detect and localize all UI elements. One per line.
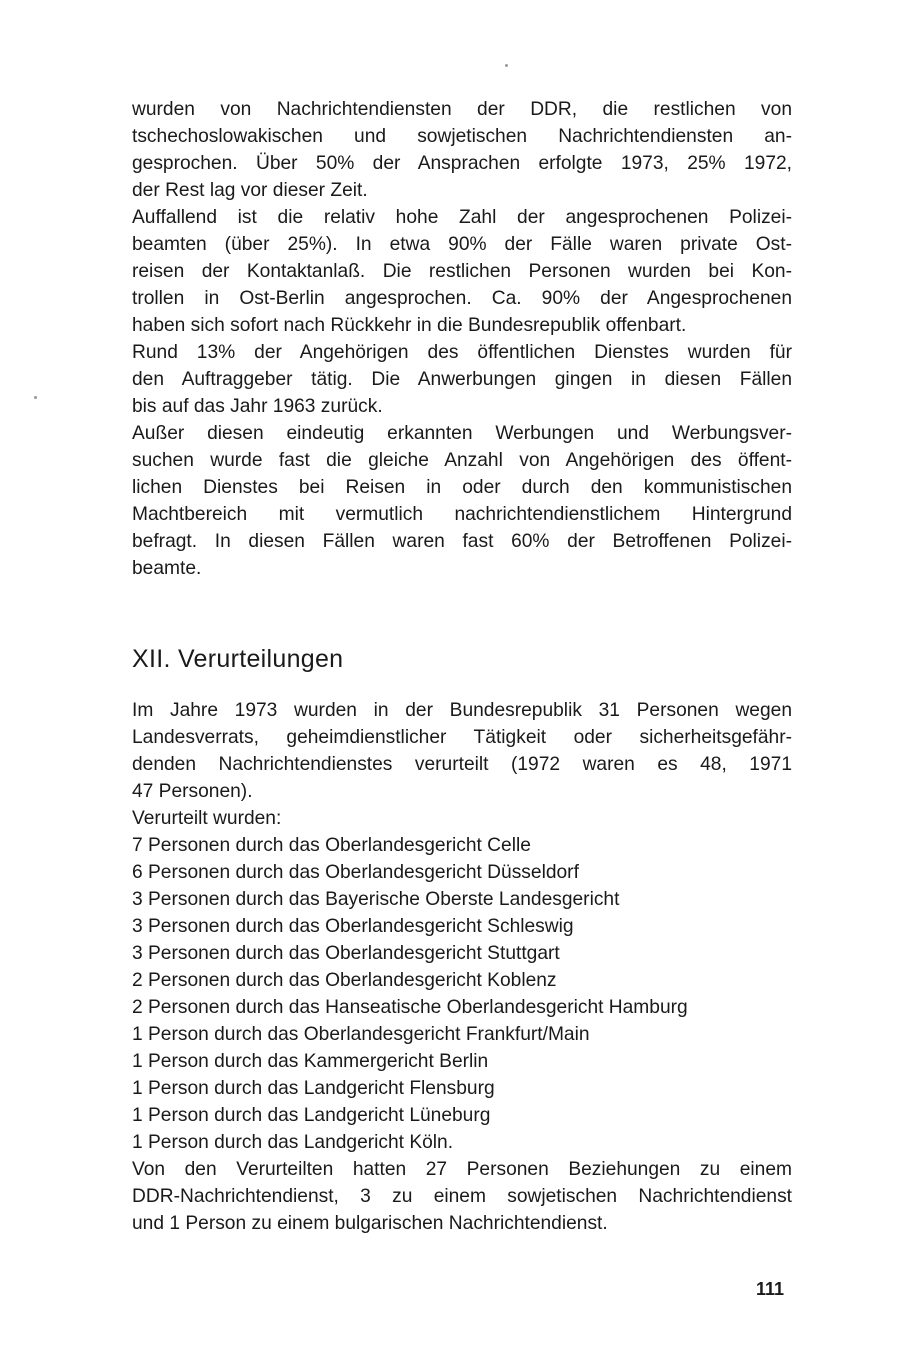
text-line: bis auf das Jahr 1963 zurück. (132, 396, 383, 417)
text-line: wurden von Nachrichtendiensten der DDR, die restlichen von (132, 99, 792, 120)
text-line: gesprochen. Über 50% der Ansprachen erfolgte 1973, 25% 1972, (132, 153, 792, 174)
text-line: beamte. (132, 558, 202, 579)
page-body-top (132, 96, 792, 582)
text-line: der Rest lag vor dieser Zeit. (132, 180, 368, 201)
text-line: reisen der Kontaktanlaß. Die restlichen Personen wurden bei Kon- (132, 261, 792, 282)
text-line: Machtbereich mit vermutlich nachrichtendienstlichem Hintergrund (132, 504, 792, 525)
list-item: 1 Person durch das Kammergericht Berlin (132, 1051, 489, 1072)
paragraph-1 (132, 96, 792, 204)
text-line: haben sich sofort nach Rückkehr in die Bundesrepublik offenbart. (132, 315, 687, 336)
text-line: 47 Personen). (132, 781, 253, 802)
scan-speck (505, 64, 508, 67)
text-line: Außer diesen eindeutig erkannten Werbungen und Werbungsver- (132, 423, 792, 444)
verdict-list (132, 805, 792, 1156)
list-item: 3 Personen durch das Bayerische Oberste Landesgericht (132, 889, 620, 910)
list-item: 6 Personen durch das Oberlandesgericht Düsseldorf (132, 862, 579, 883)
paragraph-5 (132, 697, 792, 805)
paragraph-2 (132, 204, 792, 339)
list-item: 1 Person durch das Oberlandesgericht Frankfurt/Main (132, 1024, 590, 1045)
text-line: den Auftraggeber tätig. Die Anwerbungen gingen in diesen Fällen (132, 369, 792, 390)
text-line: DDR-Nachrichtendienst, 3 zu einem sowjetischen Nachrichtendienst (132, 1186, 792, 1207)
text-line: lichen Dienstes bei Reisen in oder durch den kommunistischen (132, 477, 792, 498)
scan-speck (34, 396, 37, 399)
text-line: Landesverrats, geheimdienstlicher Tätigkeit oder sicherheitsgefähr- (132, 727, 792, 748)
paragraph-6 (132, 1156, 792, 1237)
text-line: und 1 Person zu einem bulgarischen Nachrichtendienst. (132, 1213, 608, 1234)
list-item: 7 Personen durch das Oberlandesgericht Celle (132, 835, 531, 856)
page-number: 111 (756, 1279, 785, 1299)
text-line: Auffallend ist die relativ hohe Zahl der angesprochenen Polizei- (132, 207, 792, 228)
list-item: 1 Person durch das Landgericht Flensburg (132, 1078, 495, 1099)
text-line: Rund 13% der Angehörigen des öffentlichen Dienstes wurden für (132, 342, 792, 363)
text-line: befragt. In diesen Fällen waren fast 60% der Betroffenen Polizei- (132, 531, 792, 552)
text-line: denden Nachrichtendienstes verurteilt (1972 waren es 48, 1971 (132, 754, 792, 775)
list-item: 3 Personen durch das Oberlandesgericht Schleswig (132, 916, 574, 937)
list-item: 2 Personen durch das Oberlandesgericht Koblenz (132, 970, 557, 991)
text-line: Im Jahre 1973 wurden in der Bundesrepublik 31 Personen wegen (132, 700, 792, 721)
paragraph-3 (132, 339, 792, 420)
page-body-bottom (132, 697, 792, 1237)
text-line: tschechoslowakischen und sowjetischen Nachrichtendiensten an- (132, 126, 792, 147)
text-line: trollen in Ost-Berlin angesprochen. Ca. 90% der Angesprochenen (132, 288, 792, 309)
paragraph-4 (132, 420, 792, 582)
list-item: 1 Person durch das Landgericht Lüneburg (132, 1105, 491, 1126)
list-item: 2 Personen durch das Hanseatische Oberlandesgericht Hamburg (132, 997, 688, 1018)
list-item: 3 Personen durch das Oberlandesgericht Stuttgart (132, 943, 560, 964)
text-line: suchen wurde fast die gleiche Anzahl von Angehörigen des öffent- (132, 450, 792, 471)
text-line: beamten (über 25%). In etwa 90% der Fälle waren private Ost- (132, 234, 792, 255)
list-intro: Verurteilt wurden: (132, 808, 282, 829)
list-item: 1 Person durch das Landgericht Köln. (132, 1132, 454, 1153)
text-line: Von den Verurteilten hatten 27 Personen Beziehungen zu einem (132, 1159, 792, 1180)
section-heading: XII. Verurteilungen (132, 645, 344, 673)
